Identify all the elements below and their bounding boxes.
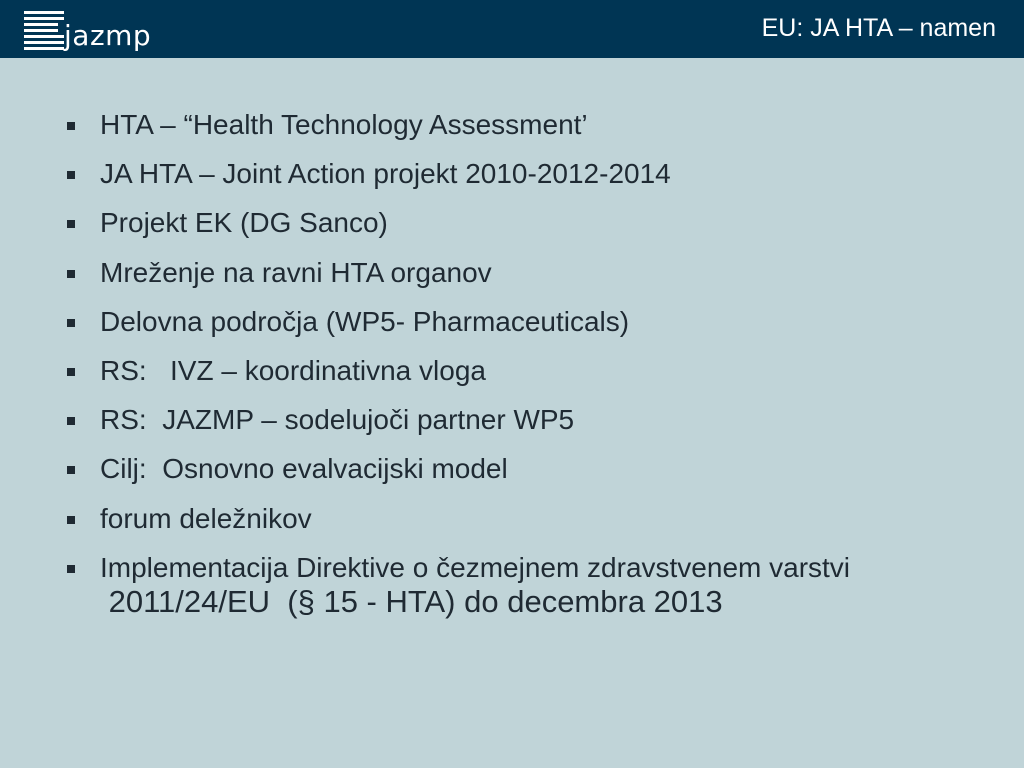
bullet-square-icon (67, 466, 75, 474)
logo-stripes-icon (24, 11, 64, 51)
bullet-square-icon (67, 565, 75, 573)
slide-content (62, 108, 982, 635)
bullet-square-icon (67, 319, 75, 327)
header-bar (0, 0, 1024, 58)
jazmp-logo (24, 7, 151, 51)
bullet-item (62, 502, 982, 536)
bullet-text: RS: IVZ – koordinativna vloga (100, 354, 486, 386)
bullet-item (62, 354, 982, 388)
bullet-item (62, 452, 982, 486)
bullet-text: Mreženje na ravni HTA organov (100, 256, 492, 288)
bullet-list (62, 108, 982, 620)
bullet-text: Projekt EK (DG Sanco) (100, 207, 388, 239)
bullet-item (62, 157, 982, 191)
bullet-item (62, 108, 982, 142)
bullet-square-icon (67, 171, 75, 179)
slide-title: EU: JA HTA – namen (761, 14, 996, 42)
bullet-square-icon (67, 516, 75, 524)
bullet-text-large: 2011/24/EU (§ 15 - HTA) do decembra 2013 (100, 583, 723, 619)
bullet-square-icon (67, 368, 75, 376)
bullet-item (62, 551, 982, 620)
bullet-item (62, 403, 982, 437)
bullet-square-icon (67, 220, 75, 228)
bullet-square-icon (67, 122, 75, 130)
bullet-text: forum deležnikov (100, 502, 312, 534)
bullet-text: Implementacija Direktive o čezmejnem zdravstvenem varstvi (100, 551, 851, 583)
bullet-text: JA HTA – Joint Action projekt 2010-2012-2014 (100, 158, 671, 190)
bullet-text: HTA – “Health Technology Assessment’ (100, 109, 588, 140)
bullet-item (62, 206, 982, 240)
bullet-item (62, 305, 982, 339)
bullet-text: Delovna področja (WP5- Pharmaceuticals) (100, 305, 630, 337)
bullet-text: RS: JAZMP – sodelujoči partner WP5 (100, 404, 575, 436)
bullet-text: Cilj: Osnovno evalvacijski model (100, 453, 508, 485)
bullet-item (62, 256, 982, 290)
bullet-square-icon (67, 417, 75, 425)
logo-text: jazmp (64, 19, 152, 52)
bullet-square-icon (67, 270, 75, 278)
